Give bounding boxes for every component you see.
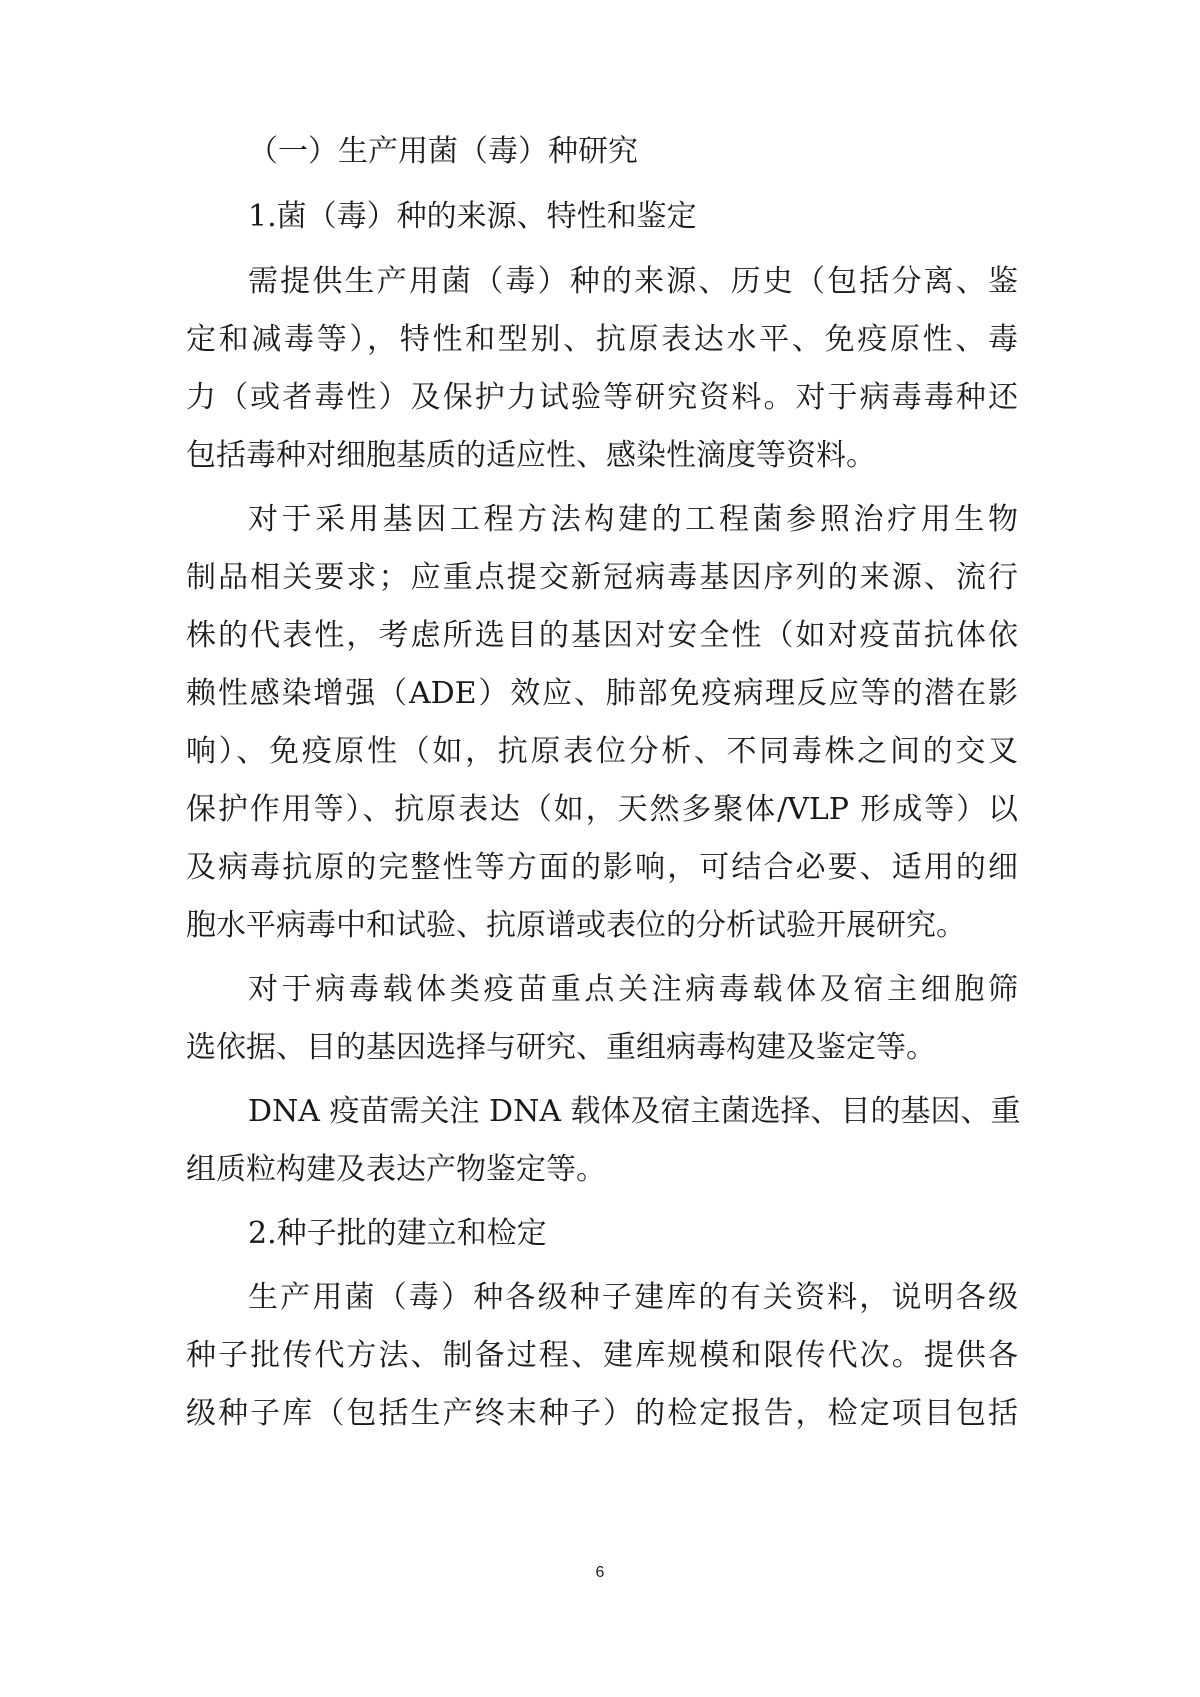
paragraph-line: 及病毒抗原的完整性等方面的影响，可结合必要、适用的细: [186, 850, 1018, 885]
paragraph-line: 株的代表性，考虑所选目的基因对安全性（如对疫苗抗体依: [186, 618, 1018, 653]
paragraph-line: 赖性感染增强（ADE）效应、肺部免疫病理反应等的潜在影: [186, 676, 1018, 711]
paragraph-line: 定和减毒等），特性和型别、抗原表达水平、免疫原性、毒: [186, 322, 1018, 357]
paragraph-line: 制品相关要求；应重点提交新冠病毒基因序列的来源、流行: [186, 560, 1018, 595]
section-heading: （一）生产用菌（毒）种研究: [248, 134, 638, 169]
paragraph-line: 种子批传代方法、制备过程、建库规模和限传代次。提供各: [186, 1338, 1018, 1373]
paragraph-line: 对于采用基因工程方法构建的工程菌参照治疗用生物: [248, 502, 1018, 537]
paragraph-line: 力（或者毒性）及保护力试验等研究资料。对于病毒毒种还: [186, 380, 1018, 415]
paragraph-line: DNA 疫苗需关注 DNA 载体及宿主菌选择、目的基因、重: [248, 1094, 1021, 1129]
subsection-title-1: 1.菌（毒）种的来源、特性和鉴定: [248, 199, 697, 234]
paragraph-line: 响）、免疫原性（如，抗原表位分析、不同毒株之间的交叉: [186, 734, 1018, 769]
paragraph-line: 组质粒构建及表达产物鉴定等。: [186, 1152, 606, 1187]
paragraph-line: 对于病毒载体类疫苗重点关注病毒载体及宿主细胞筛: [248, 972, 1018, 1007]
page-number: 6: [595, 1564, 605, 1581]
paragraph-line: 包括毒种对细胞基质的适应性、感染性滴度等资料。: [186, 438, 876, 473]
paragraph-line: 选依据、目的基因选择与研究、重组病毒构建及鉴定等。: [186, 1030, 936, 1065]
paragraph-line: 保护作用等）、抗原表达（如，天然多聚体/VLP 形成等）以: [186, 792, 1018, 827]
paragraph-line: 胞水平病毒中和试验、抗原谱或表位的分析试验开展研究。: [186, 908, 966, 943]
paragraph-line: 生产用菌（毒）种各级种子建库的有关资料，说明各级: [248, 1280, 1018, 1315]
subsection-title-2: 2.种子批的建立和检定: [248, 1216, 547, 1251]
paragraph-line: 级种子库（包括生产终末种子）的检定报告，检定项目包括: [186, 1396, 1018, 1431]
paragraph-line: 需提供生产用菌（毒）种的来源、历史（包括分离、鉴: [248, 264, 1018, 299]
